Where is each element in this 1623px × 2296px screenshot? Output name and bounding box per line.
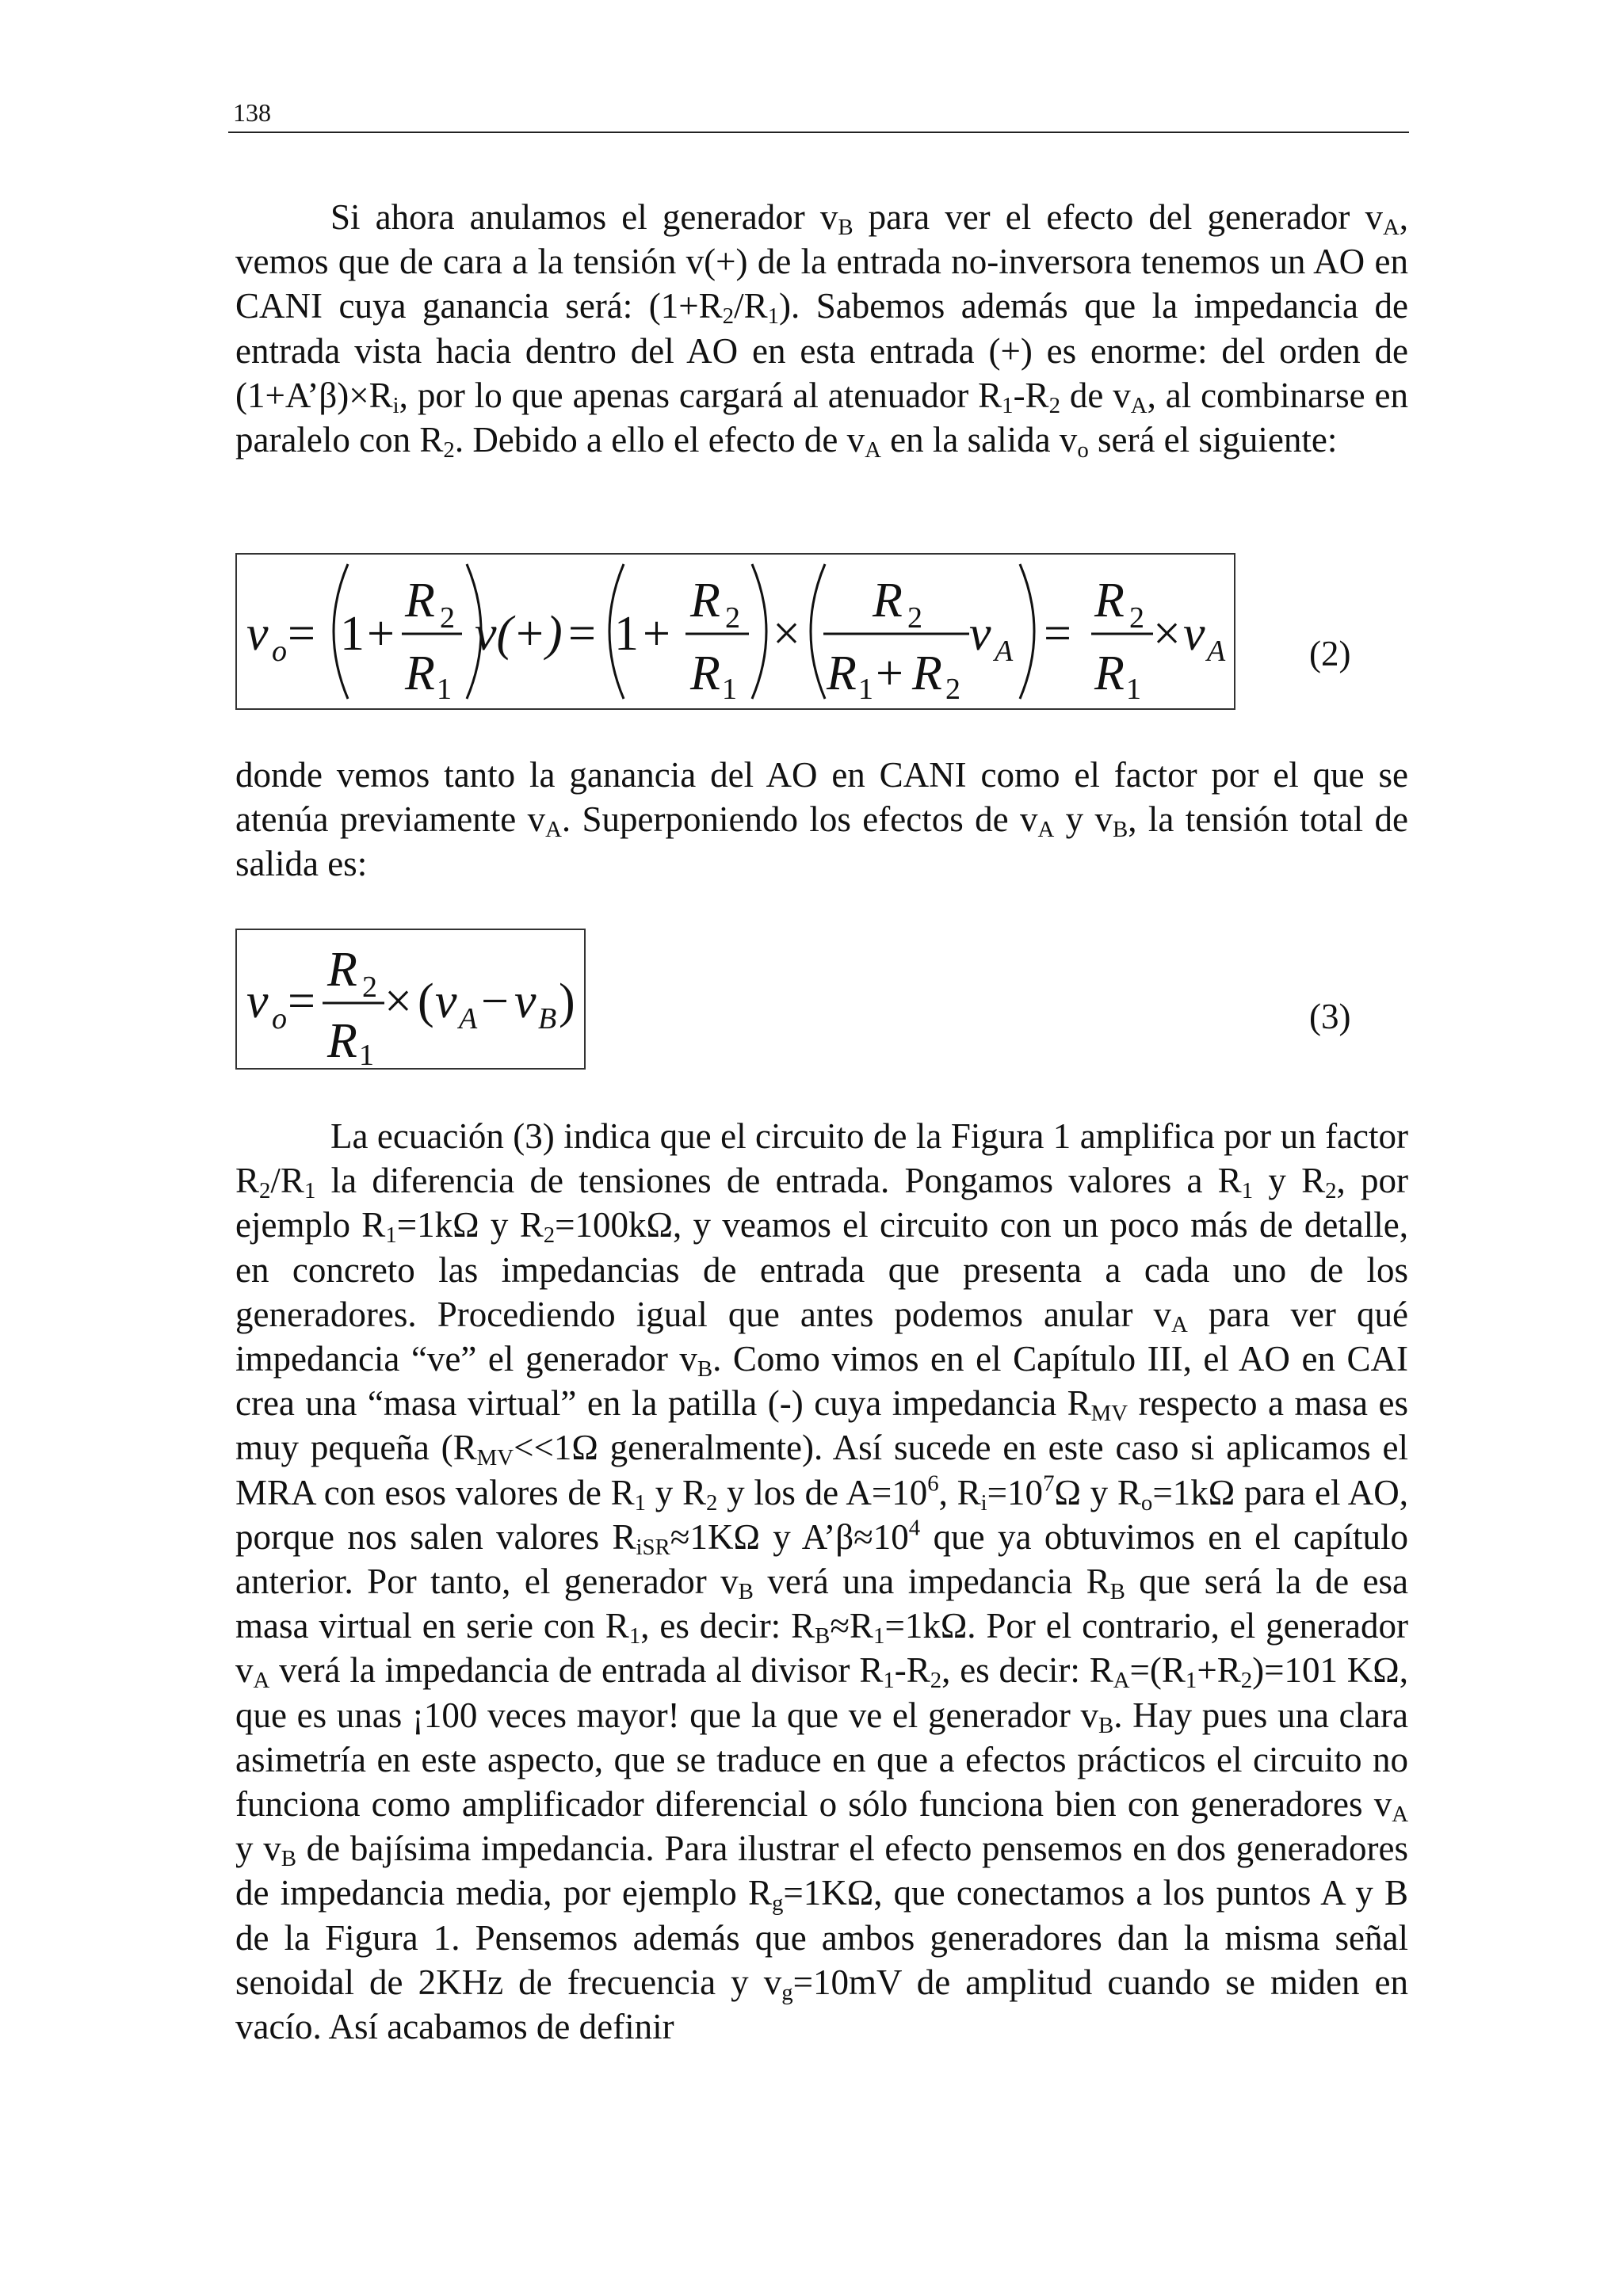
svg-text:2: 2 [907, 601, 922, 635]
svg-text:A: A [995, 635, 1014, 668]
svg-text:−: − [481, 974, 509, 1028]
svg-text:v: v [969, 607, 991, 661]
svg-text:=: = [1044, 607, 1071, 661]
svg-text:o: o [272, 635, 287, 668]
paragraph-3: La ecuación (3) indica que el circuito de la Figura 1 amplifica por un factor $R_2/R_1$ la diferencia de tensiones de entrada. Pongamos valores a $R_1$ y $R_2$, por ejemplo $R_1=1k\Omega$ y $R_2=100k\Omega$, y veamos el circuito con un poco más de detalle, en concreto las impedancias de entrada que presenta a cada uno de los generadores. Procediendo igual que antes podemos anular $v_A$ para ver qué impedancia “ve” el generador $v_B$. Como vimos en el Capítulo III, el AO en CAI crea una “masa virtual” en la patilla (-) cuya impedancia $R_{MV}$ respecto a masa es muy pequeña ($R_{MV}<<1\Omega$ generalmente). Así sucede en este caso si aplicamos el MRA con esos valores de $R_1$ y $R_2$ y los de $A=10^6$, $R_i=10^7\Omega$ y $R_o=1k\Omega$ para el AO, porque nos salen valores $R_{iSR}\approx 1K\Omega$ y $A’\beta\approx 10^4$ que ya obtuvimos en el capítulo anterior. Por tanto, el generador $v_B$ verá una impedancia $R_B$ que será la de esa masa virtual en serie con $R_1$, es decir: $R_B\approx R_1=1k\Omega$. Por el contrario, el generador $v_A$ verá la impedancia de entrada al divisor $R_1-R_2$, es decir: $R_A=(R_1+R_2)=101$ KΩ, que es unas ¡100 veces mayor! que la que ve el generador $v_B$. Hay pues una clara asimetría en este aspecto, que se traduce en que a efectos prácticos el circuito no funciona como amplificador diferencial o sólo funciona bien con generadores $v_A$ y $v_B$ de bajísima impedancia. Para ilustrar el efecto pensemos en dos generadores de impedancia media, por ejemplo $R_g=1K\Omega$, que conectamos a los puntos A y B de la Figura 1. Pensemos además que ambos generadores dan la misma señal senoidal de 2KHz de frecuencia y $v_g=10mV$ de amplitud cuando se miden en vacío. Así acabamos de definir [235, 1116, 1409, 2047]
svg-text:×: × [1153, 607, 1181, 661]
equation-3 [237, 930, 584, 1068]
svg-text:×: × [384, 974, 412, 1028]
svg-text:+: + [367, 607, 395, 661]
svg-text:R: R [327, 943, 357, 997]
svg-text:2: 2 [362, 971, 377, 1004]
svg-text:A: A [459, 1002, 478, 1035]
svg-text:R: R [327, 1014, 357, 1068]
svg-text:=: = [288, 607, 315, 661]
svg-text:2: 2 [945, 673, 960, 706]
svg-text:+: + [643, 607, 670, 661]
svg-text:(: ( [418, 974, 434, 1028]
svg-text:R: R [690, 646, 720, 700]
svg-text:×: × [773, 607, 800, 661]
svg-text:B: B [538, 1002, 557, 1035]
svg-text:1: 1 [1126, 673, 1141, 706]
equation-2-number: (2) [1309, 634, 1351, 673]
svg-text:R: R [405, 574, 435, 627]
svg-text:v: v [435, 974, 457, 1028]
svg-text:R: R [912, 646, 942, 700]
svg-text:2: 2 [725, 601, 740, 635]
svg-text:+: + [876, 646, 903, 700]
svg-text:R: R [873, 574, 903, 627]
svg-text:R: R [827, 646, 857, 700]
svg-text:v: v [246, 607, 269, 661]
svg-text:): ) [559, 974, 575, 1028]
page-number: 138 [233, 98, 271, 127]
svg-text:A: A [1207, 635, 1226, 668]
paragraph-1: Si ahora anulamos el generador $v_B$ para ver el efecto del generador $v_A$, vemos que de cara a la tensión v(+) de la entrada no-inversora tenemos un AO en CANI cuya ganancia será: $(1+R_2/R_1)$. Sabemos además que la impedancia de entrada vista hacia dentro del AO en esta entrada (+) es enorme: del orden de $(1+A’\beta)\times R_i$, por lo que apenas cargará al atenuador $R_1-R_2$ de $v_A$, al combinarse en paralelo con $R_2$. Debido a ello el efecto de $v_A$ en la salida $v_o$ será el siguiente: [235, 197, 1409, 463]
svg-text:2: 2 [1129, 601, 1144, 635]
svg-text:v: v [246, 974, 269, 1028]
equation-2 [237, 555, 1234, 708]
svg-text:R: R [1094, 646, 1125, 700]
svg-text:1: 1 [858, 673, 873, 706]
svg-text:R: R [405, 646, 435, 700]
equation-2-box [235, 553, 1235, 710]
svg-text:v(+): v(+) [475, 607, 563, 661]
svg-text:=: = [568, 607, 596, 661]
svg-text:1: 1 [722, 673, 737, 706]
svg-text:1: 1 [614, 607, 639, 661]
svg-text:1: 1 [340, 607, 365, 661]
svg-text:v: v [1183, 607, 1205, 661]
svg-text:v: v [514, 974, 537, 1028]
paragraph-2: donde vemos tanto la ganancia del AO en CANI como el factor por el que se atenúa previamente $v_A$. Superponiendo los efectos de $v_A$ y $v_B$, la tensión total de salida es: [235, 755, 1408, 884]
svg-text:2: 2 [440, 601, 455, 635]
svg-text:1: 1 [359, 1039, 374, 1068]
equation-3-box [235, 929, 586, 1070]
svg-text:R: R [1094, 574, 1125, 627]
svg-text:o: o [272, 1002, 287, 1035]
svg-text:R: R [690, 574, 720, 627]
svg-text:=: = [288, 974, 315, 1028]
header-rule [228, 132, 1409, 133]
svg-text:1: 1 [437, 673, 452, 706]
equation-3-number: (3) [1309, 997, 1351, 1036]
